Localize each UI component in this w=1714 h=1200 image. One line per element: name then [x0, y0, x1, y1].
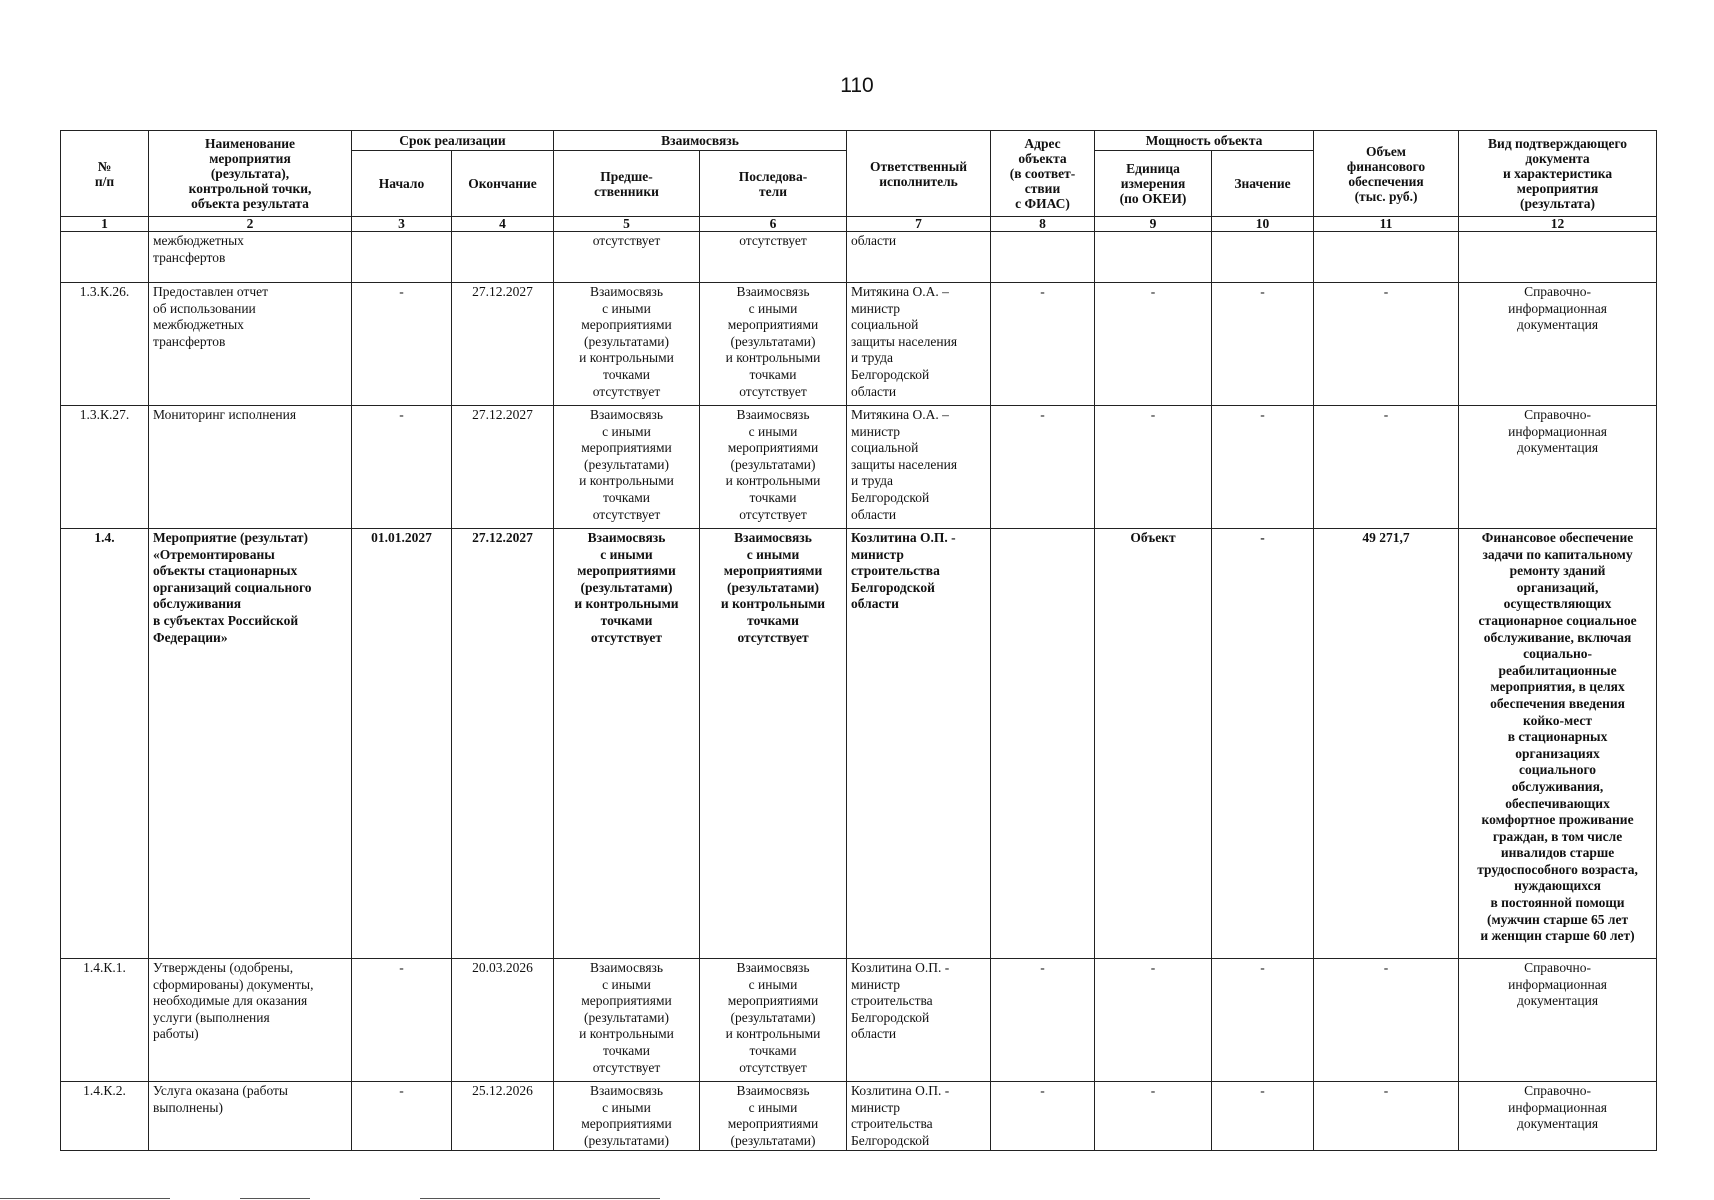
header-end: Окончание — [452, 151, 554, 217]
row-funding: - — [1314, 283, 1459, 406]
header-funding: Объем финансового обеспечения (тыс. руб.) — [1314, 131, 1459, 217]
row-responsible: области — [847, 232, 991, 283]
row-address — [991, 232, 1095, 283]
row-successors: Взаимосвязь с иными мероприятиями (результатами) и контрольными точками отсутствует — [700, 406, 847, 529]
row-document: Справочно- информационная документация — [1459, 283, 1657, 406]
row-end: 25.12.2026 — [452, 1082, 554, 1151]
table-row — [61, 959, 1657, 1082]
row-unit: Объект — [1095, 529, 1212, 959]
column-index: 4 — [452, 217, 554, 232]
column-index: 5 — [554, 217, 700, 232]
row-end — [452, 232, 554, 283]
footer-divider — [0, 1198, 170, 1199]
row-start: 01.01.2027 — [352, 529, 452, 959]
table-row — [61, 529, 1657, 959]
page-number: 110 — [840, 74, 874, 97]
column-index: 11 — [1314, 217, 1459, 232]
header-address: Адрес объекта (в соответ- ствии с ФИАС) — [991, 131, 1095, 217]
header-predecessors: Предше- ственники — [554, 151, 700, 217]
row-value: - — [1212, 406, 1314, 529]
header-num: № п/п — [61, 131, 149, 217]
row-predecessors: отсутствует — [554, 232, 700, 283]
row-funding: - — [1314, 1082, 1459, 1151]
row-unit — [1095, 232, 1212, 283]
table-row — [61, 283, 1657, 406]
row-responsible: Митякина О.А. – министр социальной защиты населения и труда Белгородской области — [847, 283, 991, 406]
header-value: Значение — [1212, 151, 1314, 217]
header-name: Наименование мероприятия (результата), контрольной точки, объекта результата — [149, 131, 352, 217]
row-funding: 49 271,7 — [1314, 529, 1459, 959]
row-successors: отсутствует — [700, 232, 847, 283]
row-name: Мероприятие (результат) «Отремонтированы объекты стационарных организаций социального обслуживания в субъектах Российской Федерации» — [149, 529, 352, 959]
row-num: 1.3.К.26. — [61, 283, 149, 406]
row-num — [61, 232, 149, 283]
row-responsible: Митякина О.А. – министр социальной защиты населения и труда Белгородской области — [847, 406, 991, 529]
header-document: Вид подтверждающего документа и характеристика мероприятия (результата) — [1459, 131, 1657, 217]
column-index: 2 — [149, 217, 352, 232]
row-unit: - — [1095, 283, 1212, 406]
row-value: - — [1212, 283, 1314, 406]
column-index: 6 — [700, 217, 847, 232]
header-capacity-group: Мощность объекта — [1095, 131, 1314, 151]
header-unit: Единица измерения (по ОКЕИ) — [1095, 151, 1212, 217]
row-address: - — [991, 406, 1095, 529]
row-unit: - — [1095, 959, 1212, 1082]
row-funding: - — [1314, 959, 1459, 1082]
column-index-row — [61, 217, 1657, 232]
header-start: Начало — [352, 151, 452, 217]
row-document: Справочно- информационная документация — [1459, 406, 1657, 529]
row-document: Справочно- информационная документация — [1459, 959, 1657, 1082]
row-predecessors: Взаимосвязь с иными мероприятиями (результатами) — [554, 1082, 700, 1151]
column-index: 12 — [1459, 217, 1657, 232]
row-num: 1.4.К.1. — [61, 959, 149, 1082]
table-row — [61, 406, 1657, 529]
row-value: - — [1212, 529, 1314, 959]
row-end: 20.03.2026 — [452, 959, 554, 1082]
row-name: межбюджетных трансфертов — [149, 232, 352, 283]
row-unit: - — [1095, 1082, 1212, 1151]
footer-divider — [240, 1198, 310, 1199]
row-predecessors: Взаимосвязь с иными мероприятиями (результатами) и контрольными точками отсутствует — [554, 406, 700, 529]
row-document: Финансовое обеспечение задачи по капитальному ремонту зданий организаций, осуществляющих стационарное социальное обслуживание, включая социально- реабилитационные мероприятия, в целях обеспечения введения койко-мест в стационарных организациях социального обслуживания, обеспечивающих комфортное проживание граждан, в том числе инвалидов старше трудоспособного возраста, нуждающихся в постоянной помощи (мужчин старше 65 лет и женщин старше 60 лет) — [1459, 529, 1657, 959]
row-num: 1.3.К.27. — [61, 406, 149, 529]
header-term-group: Срок реализации — [352, 131, 554, 151]
row-start: - — [352, 283, 452, 406]
row-funding: - — [1314, 406, 1459, 529]
row-predecessors: Взаимосвязь с иными мероприятиями (результатами) и контрольными точками отсутствует — [554, 529, 700, 959]
row-responsible: Козлитина О.П. - министр строительства Белгородской области — [847, 959, 991, 1082]
table-row — [61, 1082, 1657, 1151]
footer-divider — [420, 1198, 660, 1199]
row-address: - — [991, 959, 1095, 1082]
row-responsible: Козлитина О.П. - министр строительства Белгородской — [847, 1082, 991, 1151]
activity-table — [60, 130, 1657, 1151]
row-successors: Взаимосвязь с иными мероприятиями (результатами) и контрольными точками отсутствует — [700, 529, 847, 959]
header-successors: Последова- тели — [700, 151, 847, 217]
row-responsible: Козлитина О.П. - министр строительства Белгородской области — [847, 529, 991, 959]
row-start: - — [352, 959, 452, 1082]
row-start — [352, 232, 452, 283]
row-successors: Взаимосвязь с иными мероприятиями (результатами) — [700, 1082, 847, 1151]
row-start: - — [352, 406, 452, 529]
column-index: 1 — [61, 217, 149, 232]
row-document — [1459, 232, 1657, 283]
column-index: 8 — [991, 217, 1095, 232]
table-row — [61, 232, 1657, 283]
row-start: - — [352, 1082, 452, 1151]
row-address — [991, 529, 1095, 959]
row-successors: Взаимосвязь с иными мероприятиями (результатами) и контрольными точками отсутствует — [700, 959, 847, 1082]
row-num: 1.4.К.2. — [61, 1082, 149, 1151]
row-value: - — [1212, 1082, 1314, 1151]
row-value — [1212, 232, 1314, 283]
row-successors: Взаимосвязь с иными мероприятиями (результатами) и контрольными точками отсутствует — [700, 283, 847, 406]
column-index: 7 — [847, 217, 991, 232]
row-name: Утверждены (одобрены, сформированы) документы, необходимые для оказания услуги (выполнения работы) — [149, 959, 352, 1082]
row-address: - — [991, 283, 1095, 406]
row-address: - — [991, 1082, 1095, 1151]
row-document: Справочно- информационная документация — [1459, 1082, 1657, 1151]
row-funding — [1314, 232, 1459, 283]
row-predecessors: Взаимосвязь с иными мероприятиями (результатами) и контрольными точками отсутствует — [554, 959, 700, 1082]
row-end: 27.12.2027 — [452, 406, 554, 529]
row-end: 27.12.2027 — [452, 283, 554, 406]
column-index: 9 — [1095, 217, 1212, 232]
row-unit: - — [1095, 406, 1212, 529]
row-name: Мониторинг исполнения — [149, 406, 352, 529]
row-end: 27.12.2027 — [452, 529, 554, 959]
row-name: Услуга оказана (работы выполнены) — [149, 1082, 352, 1151]
header-relation-group: Взаимосвязь — [554, 131, 847, 151]
column-index: 10 — [1212, 217, 1314, 232]
row-num: 1.4. — [61, 529, 149, 959]
row-value: - — [1212, 959, 1314, 1082]
row-predecessors: Взаимосвязь с иными мероприятиями (результатами) и контрольными точками отсутствует — [554, 283, 700, 406]
header-responsible: Ответственный исполнитель — [847, 131, 991, 217]
column-index: 3 — [352, 217, 452, 232]
row-name: Предоставлен отчет об использовании межбюджетных трансфертов — [149, 283, 352, 406]
